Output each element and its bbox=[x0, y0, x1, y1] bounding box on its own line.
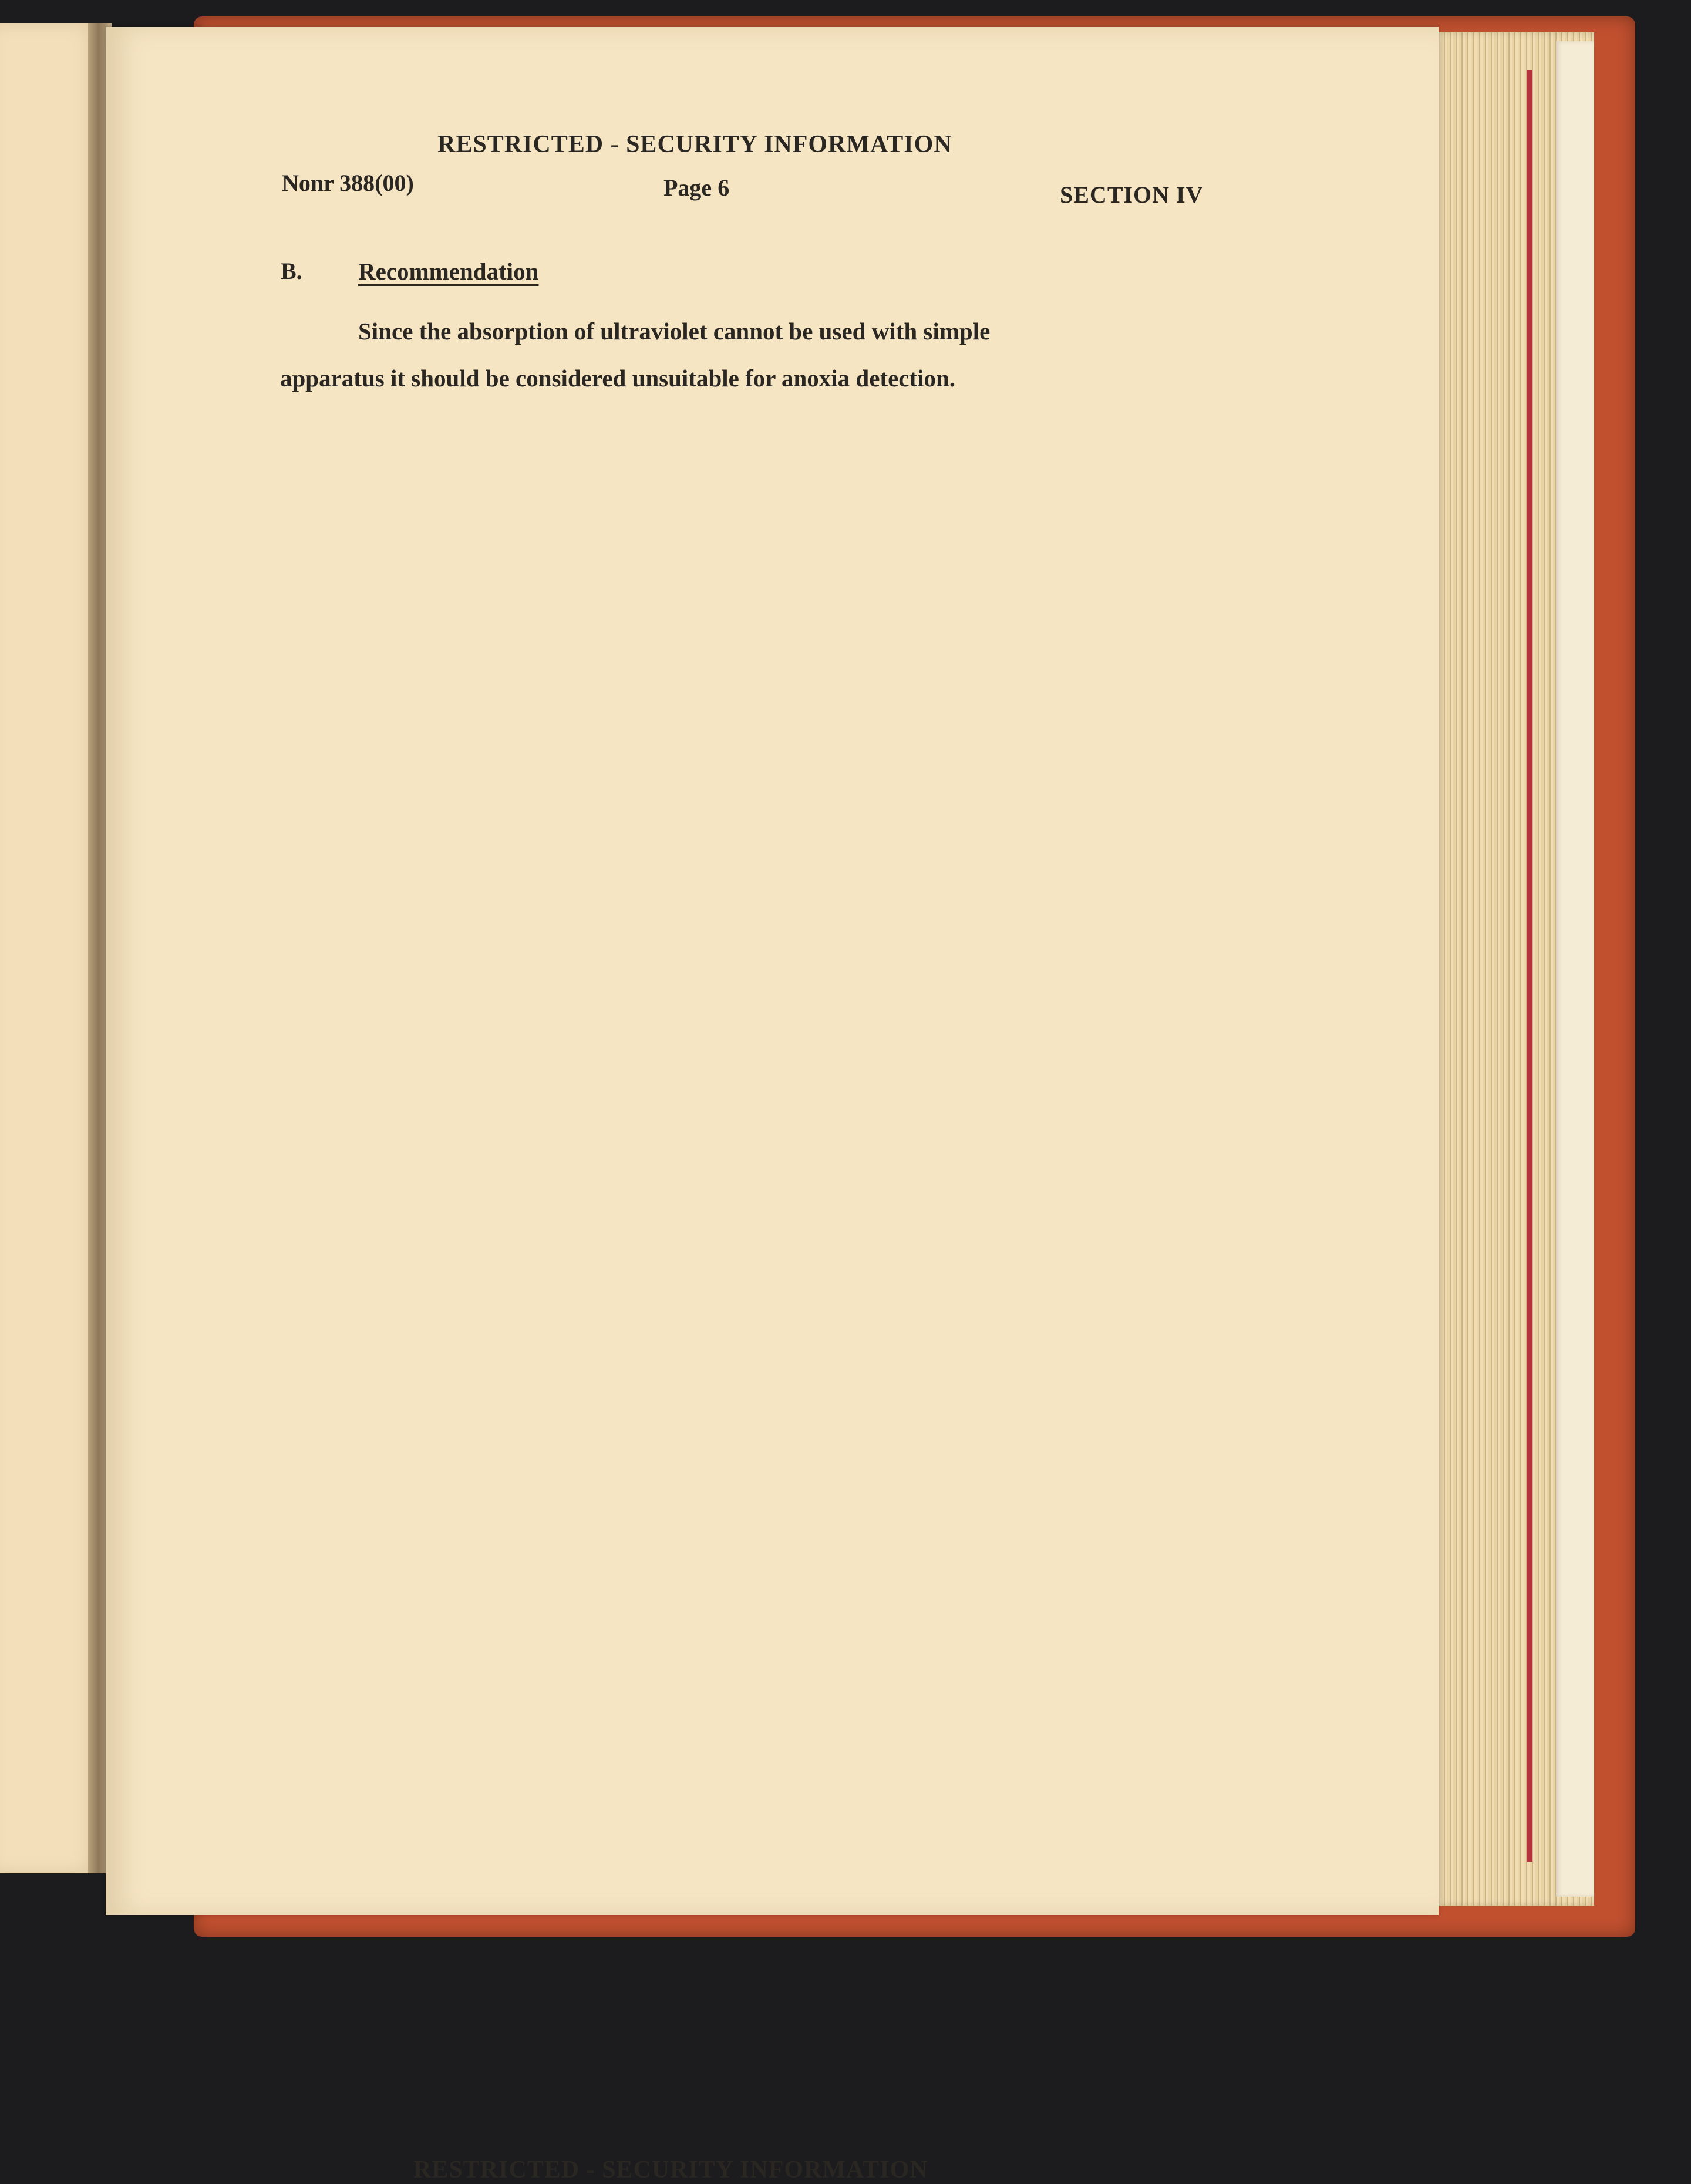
section-label: SECTION IV bbox=[1060, 181, 1204, 208]
item-letter: B. bbox=[281, 258, 302, 284]
red-page-edge bbox=[1527, 70, 1532, 1862]
footer-classification: RESTRICTED - SECURITY INFORMATION bbox=[413, 2156, 928, 2183]
page-number: Page 6 bbox=[663, 174, 730, 201]
header-classification: RESTRICTED - SECURITY INFORMATION bbox=[437, 131, 952, 158]
item-heading: Recommendation bbox=[358, 258, 539, 285]
end-sheet bbox=[1556, 41, 1594, 1897]
paragraph-line: apparatus it should be considered unsuitable for anoxia detection. bbox=[280, 365, 956, 392]
paragraph-line: Since the absorption of ultraviolet cannot be used with simple bbox=[358, 318, 991, 345]
contract-reference: Nonr 388(00) bbox=[282, 170, 414, 196]
document-page bbox=[106, 27, 1439, 2183]
